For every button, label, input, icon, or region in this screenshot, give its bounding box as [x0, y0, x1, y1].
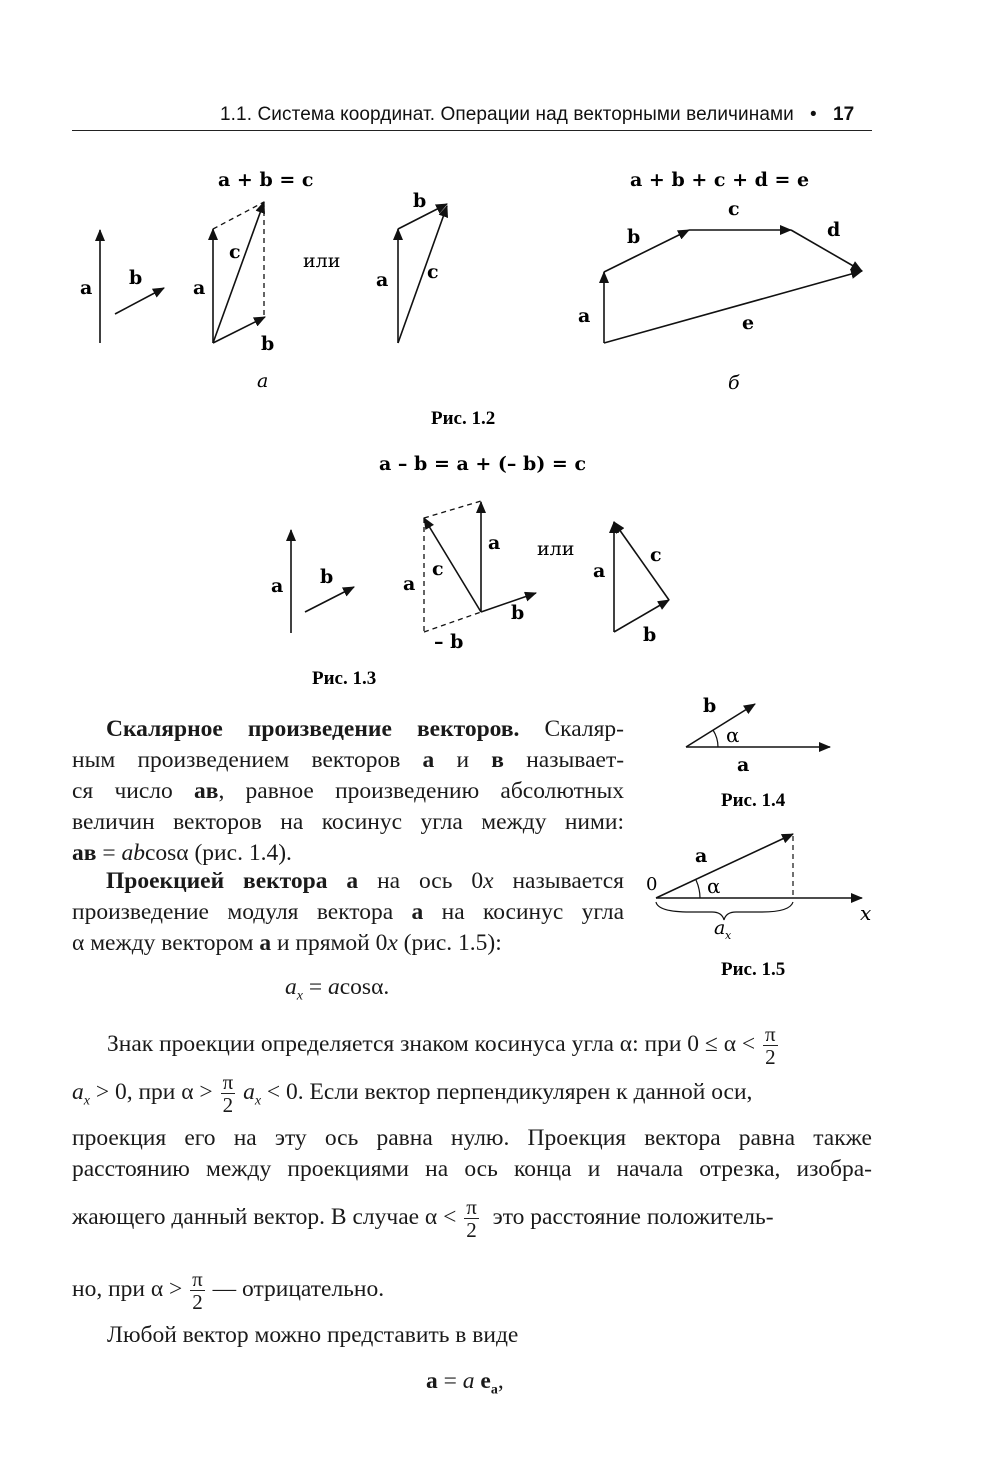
fig12-a-sum-label-b: b [261, 333, 275, 355]
fig13-alt-label-b: b [643, 624, 657, 646]
fig15-angle-arc [696, 880, 700, 898]
fig13-or: или [537, 538, 575, 560]
fig13-mid-label-b: b [511, 602, 525, 624]
fig13-vector-b [305, 587, 354, 612]
fig12-or: или [303, 250, 341, 272]
fig15-zero: 0 [646, 874, 658, 895]
fig12-b-label-d: d [827, 219, 841, 241]
fig13-mid-label-a2: a [403, 573, 416, 595]
formula-projection: $a_x = acos\alpha$. [285, 974, 390, 1004]
fig14-label-a: a [737, 754, 750, 776]
fig12-a-label-b: b [129, 267, 143, 289]
fig15-caption: Рис. 1.5 [721, 959, 786, 980]
fraction-pi-2: $\frac{\pi}{2}$ [765, 1022, 776, 1069]
fig12-caption: Рис. 1.2 [431, 408, 496, 429]
fig13-dash-top [424, 501, 481, 518]
fig12-b-label-c: c [728, 198, 740, 220]
fig12-sub-a: а [257, 370, 269, 392]
fig13-alt-b [614, 600, 669, 632]
fig12-a-sum-label-a: a [193, 277, 206, 299]
fig12-a-vector-b [115, 288, 164, 314]
paragraph-scalar: Скалярное произведение векторов. Скаляр- ным произведением векторов а и в называет- ся число ав, равное произведению абсолютных величин векторов на косинус угла между ними: ав = abcosα (рис. 1.4). [72, 716, 625, 866]
fig13-formula: a – b = a + (– b) = c [379, 453, 587, 475]
p3-line3: проекция его на эту ось равна нулю. Проекция вектора равна также [72, 1125, 872, 1151]
fig14-angle-arc [713, 730, 718, 747]
fig14 [686, 695, 830, 811]
p3-line1: Знак проекции определяется знаком косинуса угла α: при 0 ≤ α < $\frac{\pi}{2}$ [107, 1022, 776, 1069]
fig12-a [80, 169, 447, 392]
fig12-a-alt-label-b: b [413, 190, 427, 212]
fig14-vector-b [686, 704, 755, 747]
fig12-sub-b: б [728, 372, 740, 394]
p3-line2: $a_x > 0$, при α > $\frac{\pi}{2}$ $a_x < 0$. Если вектор перпендикулярен к данной оси, [72, 1070, 753, 1117]
fig12-b-label-b: b [627, 226, 641, 248]
scalar-title: Скалярное произведение векторов. [106, 716, 520, 742]
chapter-title: 1.1. Система координат. Операции над векторными величинами [220, 104, 794, 125]
p4: Любой вектор можно представить в виде [107, 1322, 519, 1348]
projection-title: Проекцией вектора а [106, 868, 359, 894]
fig15-vector-a [656, 834, 793, 898]
fig14-label-b: b [703, 695, 717, 717]
fig13 [271, 453, 669, 653]
bullet: • [810, 104, 817, 125]
fig12-a-alt-label-a: a [376, 269, 389, 291]
fig13-mid-b [481, 593, 536, 612]
fig13-mid-label-c: c [432, 558, 444, 580]
fig12-formula-b: a + b + c + d = e [630, 169, 810, 191]
paragraph-projection: Проекцией вектора а на ось 0x называется произведение модуля вектора а на косинус угла α между вектором а и прямой 0x (рис. 1.5): [72, 868, 624, 956]
fig12-a-alt-label-c: c [427, 261, 439, 283]
fig14-alpha: α [726, 723, 740, 747]
fig13-minus-b: – b [434, 631, 464, 653]
fig15-ax: a [714, 917, 726, 939]
fig12-a-label-a: a [80, 277, 93, 299]
fig12-a-alt-c [398, 206, 447, 343]
fig13-label-b: b [320, 566, 334, 588]
fig13-mid-label-a: a [488, 532, 501, 554]
fig13-alt-label-a: a [593, 560, 606, 582]
fig15-label-a: a [695, 845, 708, 867]
fig12-b-label-a: a [578, 305, 591, 327]
p3-line4: расстоянию между проекциями на ось конца и начала отрезка, изобра- [72, 1156, 872, 1182]
fig12-b-vector-e [604, 271, 862, 343]
p3-line5: жающего данный вектор. В случае α < $\frac{\pi}{2}$ это расстояние положитель- [72, 1195, 774, 1242]
fig13-alt-label-c: c [650, 544, 662, 566]
fig15 [646, 834, 871, 980]
fig15-alpha: α [707, 874, 721, 898]
fig12-b-label-e: e [742, 312, 755, 334]
fig12-b-vector-b [604, 230, 689, 272]
fig14-caption: Рис. 1.4 [721, 790, 786, 811]
formula-final: а = a $е_а$, [426, 1368, 504, 1398]
fig12-formula-a: a + b = c [218, 169, 314, 191]
page-number: 17 [832, 104, 855, 125]
fig15-ax-sub: x [725, 929, 732, 942]
fig13-caption: Рис. 1.3 [312, 668, 377, 689]
p3-line6: но, при α > $\frac{\pi}{2}$ — отрицательно. [72, 1267, 385, 1314]
fig13-label-a: a [271, 575, 284, 597]
fig15-x: x [860, 901, 872, 925]
fig13-dash-bottom [424, 612, 481, 632]
fig12-a-sum-label-c: c [229, 241, 241, 263]
fig12-b [578, 169, 862, 394]
